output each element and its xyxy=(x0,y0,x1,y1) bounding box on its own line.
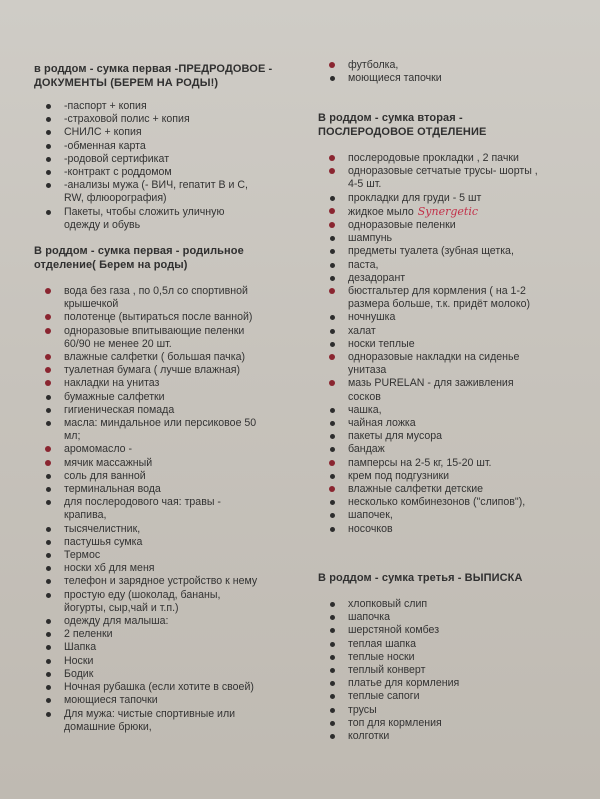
list-item: 2 пеленки xyxy=(34,628,284,641)
list-item: шампунь xyxy=(318,232,578,245)
list-item: для послеродового чая: травы - xyxy=(34,496,284,509)
bullet-icon xyxy=(46,553,51,558)
bullet-icon xyxy=(329,460,335,466)
bullet-icon xyxy=(46,540,51,545)
right-section3-list xyxy=(318,598,578,743)
bullet-icon xyxy=(46,104,51,109)
list-item: соль для ванной xyxy=(34,470,284,483)
list-item: футболка, xyxy=(318,59,578,72)
list-item: тысячелистник, xyxy=(34,523,284,536)
list-item: одежду для малыша: xyxy=(34,615,284,628)
bullet-icon xyxy=(330,642,335,647)
list-item: -обменная карта xyxy=(34,140,284,153)
list-item: терминальная вода xyxy=(34,483,284,496)
list-item: послеродовые прокладки , 2 пачки xyxy=(318,152,578,165)
bullet-icon xyxy=(329,288,335,294)
bullet-icon xyxy=(45,380,51,386)
bullet-icon xyxy=(330,708,335,713)
bullet-icon xyxy=(46,619,51,624)
list-item: масла: миндальное или персиковое 50 xyxy=(34,417,284,430)
list-item: -паспорт + копия xyxy=(34,100,284,113)
bullet-icon xyxy=(45,314,51,320)
list-item: одноразовые сетчатые трусы- шорты , xyxy=(318,165,578,178)
list-item: чайная ложка xyxy=(318,417,578,430)
list-item: носки теплые xyxy=(318,338,578,351)
bullet-icon xyxy=(46,579,51,584)
list-item: полотенце (вытираться после ванной) xyxy=(34,311,284,324)
list-item-continued: мл; xyxy=(64,430,81,443)
bullet-icon xyxy=(46,474,51,479)
list-item: пакеты для мусора xyxy=(318,430,578,443)
list-item: телефон и зарядное устройство к нему xyxy=(34,575,284,588)
bullet-icon xyxy=(330,315,335,320)
list-item-continued: одежду и обувь xyxy=(64,218,141,231)
list-item: носки хб для меня xyxy=(34,562,284,575)
bullet-icon xyxy=(330,263,335,268)
list-item: теплая шапка xyxy=(318,638,578,651)
bullet-icon xyxy=(330,681,335,686)
bullet-icon xyxy=(329,62,335,68)
bullet-icon xyxy=(329,168,335,174)
bullet-icon xyxy=(46,487,51,492)
list-item: аромомасло - xyxy=(34,443,284,456)
bullet-icon xyxy=(330,513,335,518)
list-item: бандаж xyxy=(318,443,578,456)
list-item: Ночная рубашка (если хотите в своей) xyxy=(34,681,284,694)
list-item: памперсы на 2-5 кг, 15-20 шт. xyxy=(318,457,578,470)
heading-line: В роддом - сумка вторая - xyxy=(318,112,463,124)
bullet-icon xyxy=(329,354,335,360)
list-item: простую еду (шоколад, бананы, xyxy=(34,589,284,602)
list-item: влажные салфетки детские xyxy=(318,483,578,496)
list-item-continued: унитаза xyxy=(348,364,387,377)
list-item: одноразовые накладки на сиденье xyxy=(318,351,578,364)
bullet-icon xyxy=(329,208,335,214)
bullet-icon xyxy=(330,655,335,660)
bullet-icon xyxy=(46,593,51,598)
list-item-continued: RW, флюорография) xyxy=(64,192,167,205)
list-item: Бодик xyxy=(34,668,284,681)
list-item: моющиеся тапочки xyxy=(34,694,284,707)
list-item: -анализы мужа (- ВИЧ, гепатит В и С, xyxy=(34,179,284,192)
list-item: туалетная бумага ( лучше влажная) xyxy=(34,364,284,377)
bullet-icon xyxy=(330,721,335,726)
bullet-icon xyxy=(46,130,51,135)
right-section3-heading: В роддом - сумка третья - ВЫПИСКА xyxy=(318,572,523,584)
handwritten-note: Synergetic xyxy=(417,204,479,218)
list-item: топ для кормления xyxy=(318,717,578,730)
list-item: теплые сапоги xyxy=(318,690,578,703)
list-item: -контракт с роддомом xyxy=(34,166,284,179)
bullet-icon xyxy=(330,527,335,532)
bullet-icon xyxy=(45,460,51,466)
bullet-icon xyxy=(45,367,51,373)
list-item: мячик массажный xyxy=(34,457,284,470)
list-item: СНИЛС + копия xyxy=(34,126,284,139)
bullet-icon xyxy=(45,288,51,294)
bullet-icon xyxy=(46,712,51,717)
bullet-icon xyxy=(45,446,51,452)
list-item: ночнушка xyxy=(318,311,578,324)
list-item: шерстяной комбез xyxy=(318,624,578,637)
bullet-icon xyxy=(330,628,335,633)
bullet-icon xyxy=(330,668,335,673)
bullet-icon xyxy=(46,672,51,677)
list-item: -родовой сертификат xyxy=(34,153,284,166)
list-item: Шапка xyxy=(34,641,284,654)
bullet-icon xyxy=(46,421,51,426)
bullet-icon xyxy=(45,328,51,334)
bullet-icon xyxy=(46,170,51,175)
bullet-icon xyxy=(46,144,51,149)
right-top-list xyxy=(318,59,578,85)
bullet-icon xyxy=(329,486,335,492)
heading-line: В роддом - сумка первая - родильное xyxy=(34,245,244,257)
bullet-icon xyxy=(330,602,335,607)
list-item: хлопковый слип xyxy=(318,598,578,611)
bullet-icon xyxy=(46,210,51,215)
list-item: моющиеся тапочки xyxy=(318,72,578,85)
section1-list xyxy=(34,100,284,232)
list-item: вода без газа , по 0,5л со спортивной xyxy=(34,285,284,298)
bullet-icon xyxy=(330,329,335,334)
bullet-icon xyxy=(330,474,335,479)
bullet-icon xyxy=(46,685,51,690)
section2-list xyxy=(34,285,284,734)
list-item: влажные салфетки ( большая пачка) xyxy=(34,351,284,364)
list-item: трусы xyxy=(318,704,578,717)
bullet-icon xyxy=(46,566,51,571)
list-item: теплые носки xyxy=(318,651,578,664)
list-item: теплый конверт xyxy=(318,664,578,677)
list-item-continued: 4-5 шт. xyxy=(348,178,382,191)
bullet-icon xyxy=(46,698,51,703)
bullet-icon xyxy=(330,734,335,739)
bullet-icon xyxy=(330,342,335,347)
bullet-icon xyxy=(330,276,335,281)
bullet-icon xyxy=(46,500,51,505)
list-item: паста, xyxy=(318,259,578,272)
bullet-icon xyxy=(46,117,51,122)
list-item: накладки на унитаз xyxy=(34,377,284,390)
heading-line: в роддом - сумка первая -ПРЕДРОДОВОЕ - xyxy=(34,63,273,75)
bullet-icon xyxy=(330,196,335,201)
list-item: одноразовые впитывающие пеленки xyxy=(34,325,284,338)
list-item: халат xyxy=(318,325,578,338)
bullet-icon xyxy=(45,354,51,360)
list-item: пастушья сумка xyxy=(34,536,284,549)
list-item: колготки xyxy=(318,730,578,743)
bullet-icon xyxy=(330,408,335,413)
list-item: дезадорант xyxy=(318,272,578,285)
bullet-icon xyxy=(329,380,335,386)
bullet-icon xyxy=(329,222,335,228)
list-item: шапочек, xyxy=(318,509,578,522)
list-item-continued: 60/90 не менее 20 шт. xyxy=(64,337,172,350)
list-item: Для мужа: чистые спортивные или xyxy=(34,708,284,721)
list-item: предметы туалета (зубная щетка, xyxy=(318,245,578,258)
section1-heading xyxy=(34,62,272,90)
bullet-icon xyxy=(330,434,335,439)
list-item: шапочка xyxy=(318,611,578,624)
bullet-icon xyxy=(330,447,335,452)
bullet-icon xyxy=(330,76,335,81)
list-item-continued: крапива, xyxy=(64,509,107,522)
bullet-icon xyxy=(330,421,335,426)
list-item: Носки xyxy=(34,655,284,668)
bullet-icon xyxy=(46,632,51,637)
list-item: Пакеты, чтобы сложить уличную xyxy=(34,206,284,219)
list-item: чашка, xyxy=(318,404,578,417)
heading-line: отделение( Берем на роды) xyxy=(34,259,188,271)
bullet-icon xyxy=(46,157,51,162)
list-item: бумажные салфетки xyxy=(34,391,284,404)
bullet-icon xyxy=(330,249,335,254)
bullet-icon xyxy=(330,236,335,241)
heading-line: ПОСЛЕРОДОВОЕ ОТДЕЛЕНИЕ xyxy=(318,126,487,138)
bullet-icon xyxy=(46,659,51,664)
list-item: -страховой полис + копия xyxy=(34,113,284,126)
bullet-icon xyxy=(46,645,51,650)
bullet-icon xyxy=(46,395,51,400)
list-item-continued: сосков xyxy=(348,390,381,403)
bullet-icon xyxy=(46,408,51,413)
right-section2-heading xyxy=(318,111,486,139)
heading-line: ДОКУМЕНТЫ (БЕРЕМ НА РОДЫ!) xyxy=(34,77,219,89)
list-item: прокладки для груди - 5 шт xyxy=(318,192,578,205)
list-item: мазь PURELAN - для заживления xyxy=(318,377,578,390)
list-item: жидкое мыло Synergetic xyxy=(318,205,578,219)
list-item: одноразовые пеленки xyxy=(318,219,578,232)
section2-heading xyxy=(34,244,244,272)
bullet-icon xyxy=(46,527,51,532)
list-item: платье для кормления xyxy=(318,677,578,690)
list-item: крем под подгузники xyxy=(318,470,578,483)
bullet-icon xyxy=(330,615,335,620)
list-item: несколько комбинезонов ("слипов"), xyxy=(318,496,578,509)
list-item: носочков xyxy=(318,523,578,536)
list-item-continued: домашние брюки, xyxy=(64,720,152,733)
list-item: Термос xyxy=(34,549,284,562)
list-item-continued: йогурты, сыр,чай и т.п.) xyxy=(64,601,179,614)
bullet-icon xyxy=(46,183,51,188)
right-section2-list xyxy=(318,152,578,536)
list-item: гигиеническая помада xyxy=(34,404,284,417)
bullet-icon xyxy=(330,500,335,505)
bullet-icon xyxy=(330,694,335,699)
list-item-continued: размера больше, т.к. придёт молоко) xyxy=(348,298,530,311)
list-item-continued: крышечкой xyxy=(64,298,119,311)
bullet-icon xyxy=(329,155,335,161)
list-item: бюстгальтер для кормления ( на 1-2 xyxy=(318,285,578,298)
